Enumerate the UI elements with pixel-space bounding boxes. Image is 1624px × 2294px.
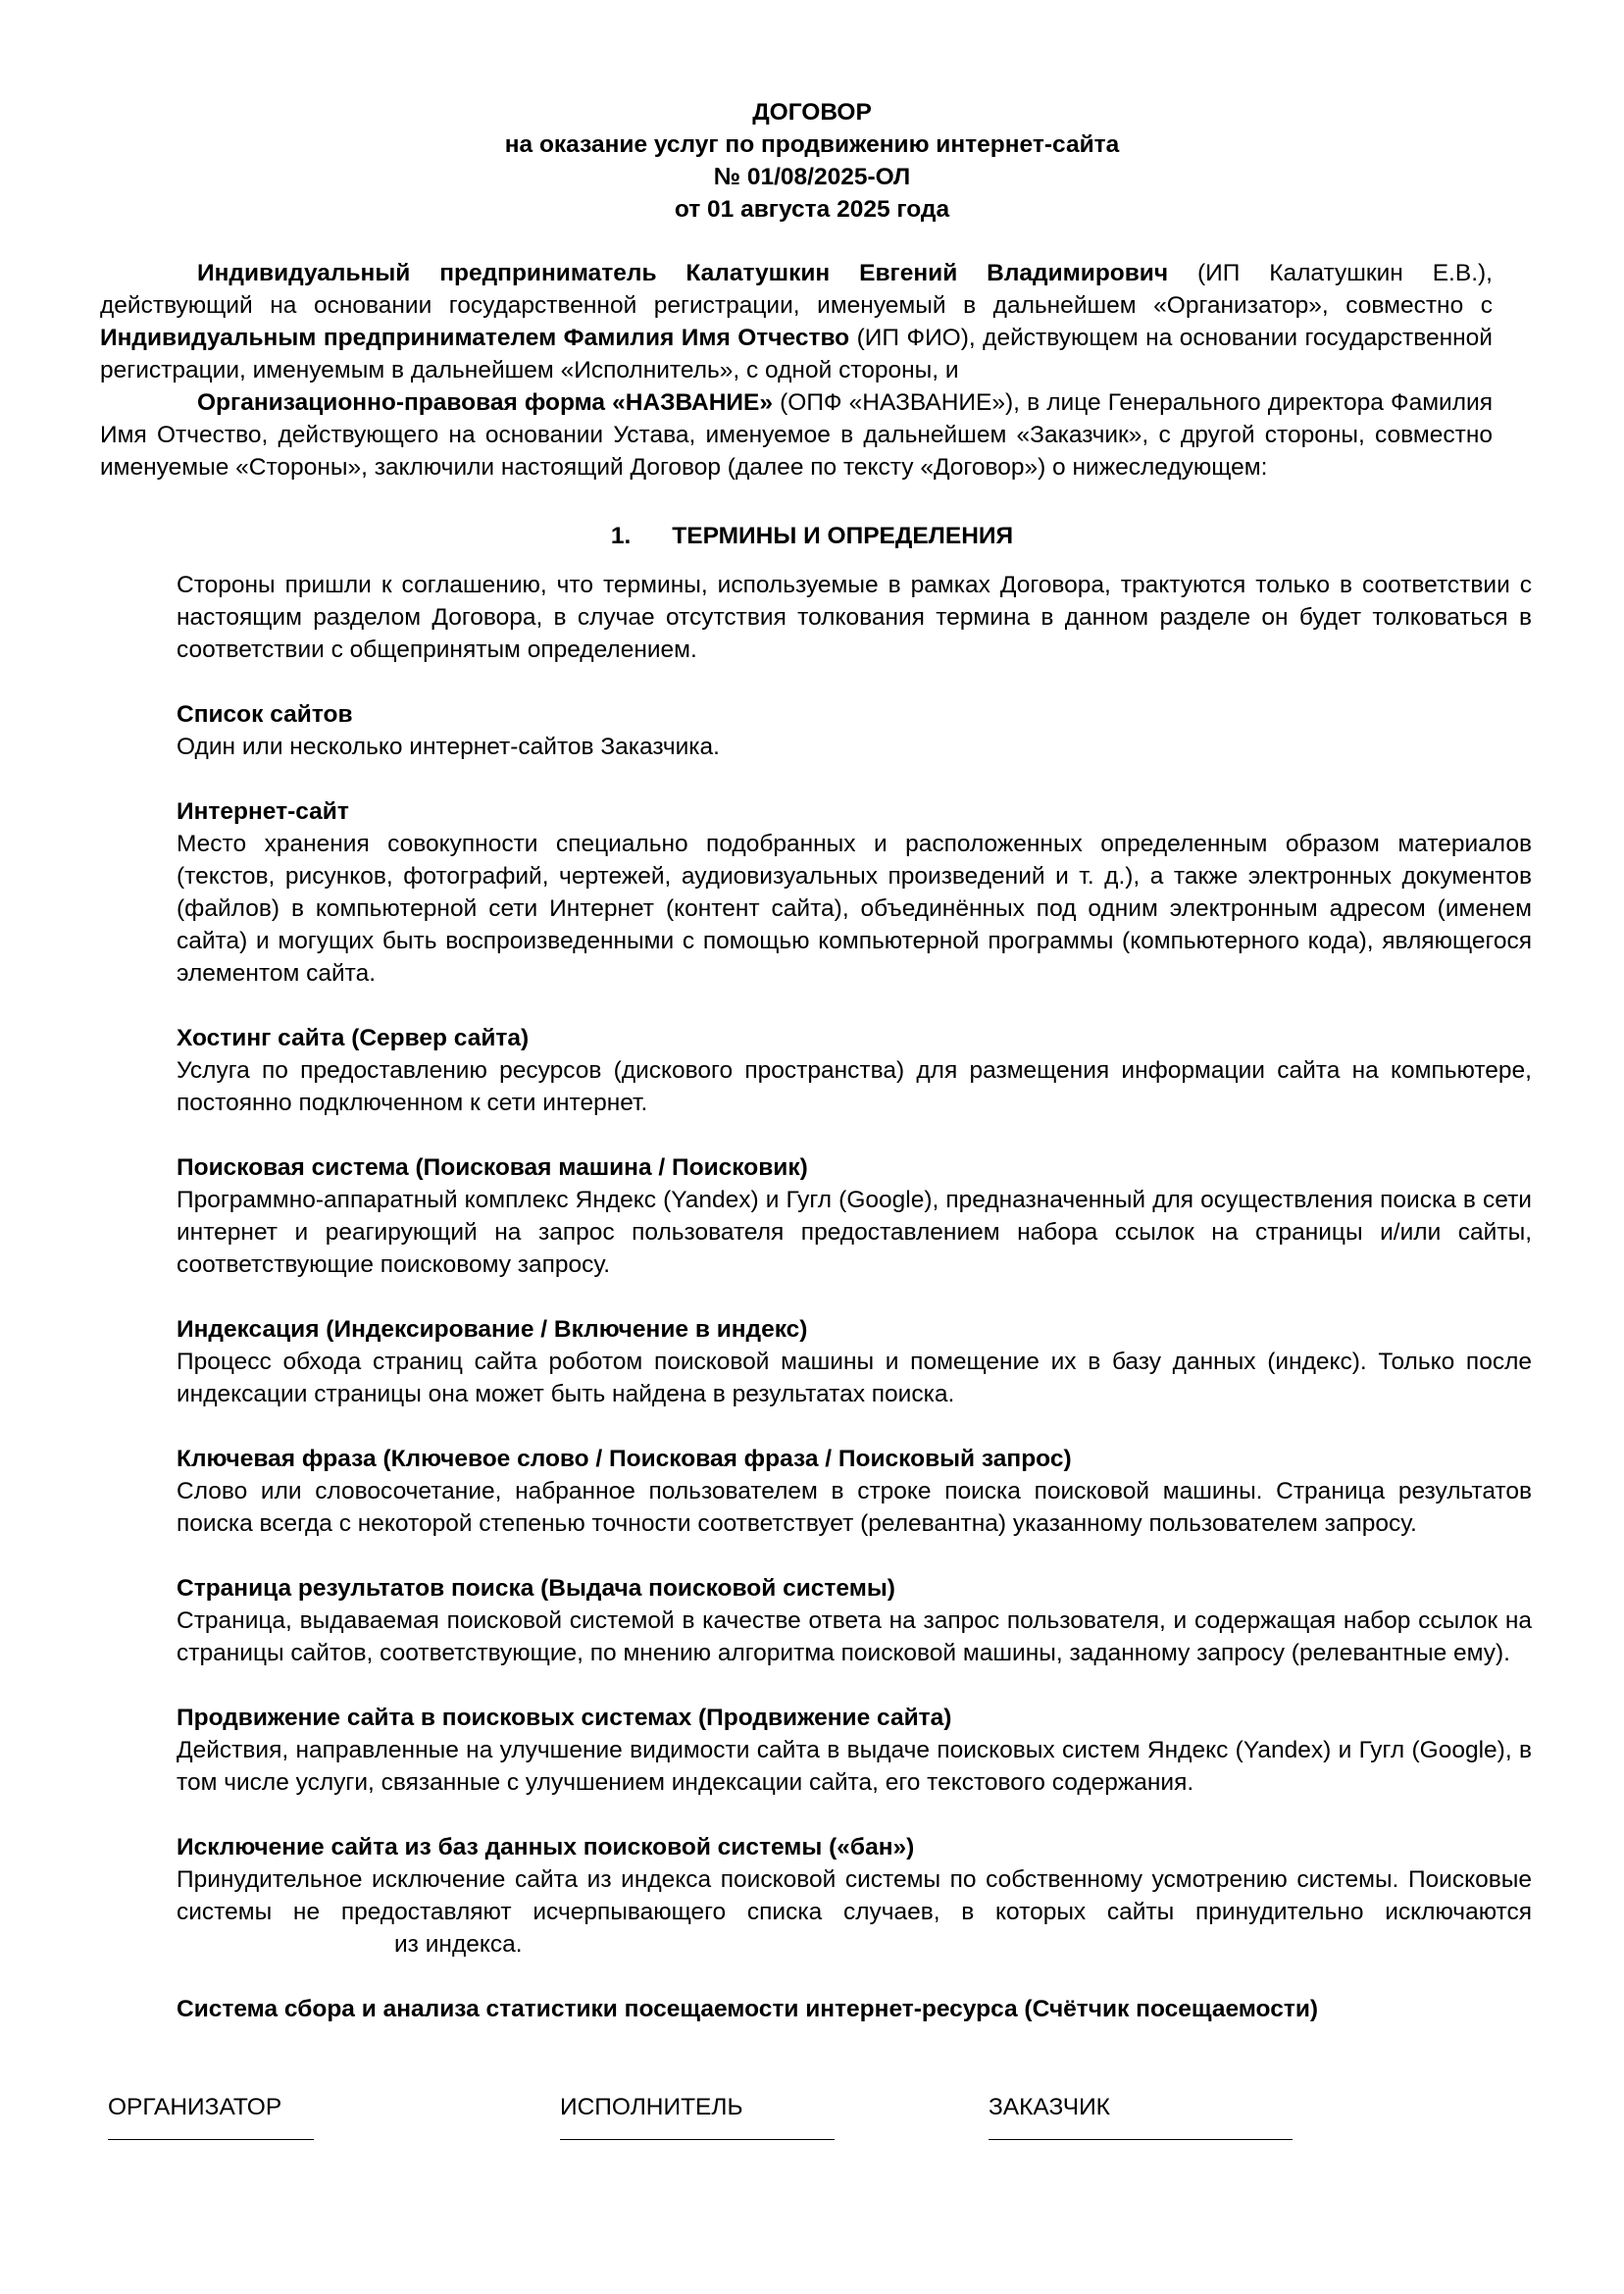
section-content — [177, 569, 1532, 2025]
term-definition: Место хранения совокупности специально подобранных и расположенных определенным образом материалов (текстов, рисунков, фотографий, чертежей, аудиовизуальных произведений и т. д.), а также электронных документов (файлов) в компьютерной сети Интернет (контент сайта), объединённых под одним электронным адресом (именем сайта) и могущих быть воспроизведенными с помощью компьютерной программы (компьютерного кода), являющегося элементом сайта. — [177, 831, 1532, 987]
contract-number: № 01/08/2025-ОЛ — [713, 164, 911, 190]
term-definition: Процесс обхода страниц сайта роботом поисковой машины и помещение их в базу данных (индекс). Только после индексации страницы она может быть найдена в результатах поиска. — [177, 1349, 1532, 1407]
term-name: Ключевая фраза (Ключевое слово / Поисковая фраза / Поисковый запрос) — [177, 1446, 1072, 1472]
term-item — [177, 1313, 1532, 1410]
document-title: ДОГОВОР — [752, 99, 872, 126]
term-definition: Программно-аппаратный комплекс Яндекс (Yandex) и Гугл (Google), предназначенный для осуществления поиска в сети интернет и реагирующий на запрос пользователя предоставлением набора ссылок на страницы и/или сайты, соответствующие поисковому запросу. — [177, 1187, 1532, 1278]
term-name: Исключение сайта из баз данных поисковой системы («бан») — [177, 1834, 915, 1861]
signature-organizer — [108, 2091, 314, 2140]
term-definition: Страница, выдаваемая поисковой системой в качестве ответа на запрос пользователя, и содержащая набор ссылок на страницы сайтов, соответствующие, по мнению алгоритма поисковой машины, заданному запросу (релевантные ему). — [177, 1607, 1532, 1666]
term-item — [177, 1151, 1532, 1281]
term-name: Интернет-сайт — [177, 798, 349, 825]
term-statistics — [177, 1993, 1532, 2025]
term-name: Система сбора и анализа статистики посещаемости интернет-ресурса (Счётчик посещаемости) — [177, 1996, 1319, 2022]
preamble-paragraph-parties — [100, 257, 1493, 386]
term-name: Хостинг сайта (Сервер сайта) — [177, 1025, 530, 1051]
contract-date: от 01 августа 2025 года — [674, 196, 950, 223]
signature-label-customer: ЗАКАЗЧИК — [989, 2094, 1110, 2120]
term-item — [177, 1443, 1532, 1540]
term-definition-part: из индекса. — [394, 1931, 523, 1958]
term-item — [177, 1572, 1532, 1669]
term-name: Список сайтов — [177, 701, 353, 728]
document-header — [0, 96, 1624, 226]
customer-name: Организационно-правовая форма «НАЗВАНИЕ» — [197, 389, 773, 416]
term-item — [177, 1022, 1532, 1119]
preamble — [100, 257, 1493, 484]
section-title: ТЕРМИНЫ И ОПРЕДЕЛЕНИЯ — [672, 523, 1014, 549]
term-name: Страница результатов поиска (Выдача поисковой системы) — [177, 1575, 895, 1602]
document-subtitle: на оказание услуг по продвижению интернет-сайта — [504, 131, 1120, 158]
term-definition: Слово или словосочетание, набранное пользователем в строке поиска поисковой машины. Страница результатов поиска всегда с некоторой степенью точности соответствует (релевантна) указанному пользователем запросу. — [177, 1478, 1532, 1537]
preamble-paragraph-customer — [100, 386, 1493, 484]
executor-details: (ИП ФИО), действующем на основании государственной регистрации, именуемым в дальнейшем «Исполнитель», с одной стороны, и — [100, 325, 1493, 383]
term-name: Поисковая система (Поисковая машина / Поисковик) — [177, 1154, 808, 1181]
signature-line — [989, 2139, 1293, 2140]
term-definition: Действия, направленные на улучшение видимости сайта в выдаче поисковых систем Яндекс (Yandex) и Гугл (Google), в том числе услуги, связанные с улучшением индексации сайта, его текстового содержания. — [177, 1737, 1532, 1796]
signature-line — [108, 2139, 314, 2140]
signature-label-executor: ИСПОЛНИТЕЛЬ — [560, 2094, 743, 2120]
organizer-name: Индивидуальный предприниматель Калатушкин Евгений Владимирович — [197, 260, 1169, 286]
term-item — [177, 795, 1532, 990]
section-heading — [0, 520, 1624, 552]
organizer-details: (ИП Калатушкин Е.В.), действующий на основании государственной регистрации, именуемый в дальнейшем «Организатор», совместно с — [100, 260, 1493, 319]
terms-list — [177, 698, 1532, 1799]
signature-line — [560, 2139, 835, 2140]
term-ban — [177, 1831, 1532, 1961]
term-definition: Один или несколько интернет-сайтов Заказчика. — [177, 734, 720, 760]
term-definition: Услуга по предоставлению ресурсов (дискового пространства) для размещения информации сайта на компьютере, постоянно подключенном к сети интернет. — [177, 1057, 1532, 1116]
executor-name: Индивидуальным предпринимателем Фамилия Имя Отчество — [100, 325, 850, 351]
term-definition-part: Принудительное исключение сайта из индекса поисковой системы по собственному усмотрению системы. Поисковые системы не предоставляют исчерпывающего списка случаев, в которых сайты принудительно исключаются — [177, 1866, 1532, 1925]
signature-label-organizer: ОРГАНИЗАТОР — [108, 2094, 282, 2120]
section-intro: Стороны пришли к соглашению, что термины, используемые в рамках Договора, трактуются только в соответствии с настоящим разделом Договора, в случае отсутствия толкования термина в данном разделе он будет толковаться в соответствии с общепринятым определением. — [177, 572, 1532, 663]
term-item — [177, 1702, 1532, 1799]
signature-executor — [560, 2091, 835, 2140]
customer-details: (ОПФ «НАЗВАНИЕ»), в лице Генерального директора Фамилия Имя Отчество, действующего на основании Устава, именуемое в дальнейшем «Заказчик», с другой стороны, совместно именуемые «Стороны», заключили настоящий Договор (далее по тексту «Договор») о нижеследующем: — [100, 389, 1493, 481]
signature-customer — [989, 2091, 1293, 2140]
term-definition — [177, 1863, 1532, 1961]
term-name: Продвижение сайта в поисковых системах (Продвижение сайта) — [177, 1705, 952, 1731]
term-name: Индексация (Индексирование / Включение в индекс) — [177, 1316, 808, 1343]
section-number: 1. — [610, 523, 632, 549]
term-item — [177, 698, 1532, 763]
